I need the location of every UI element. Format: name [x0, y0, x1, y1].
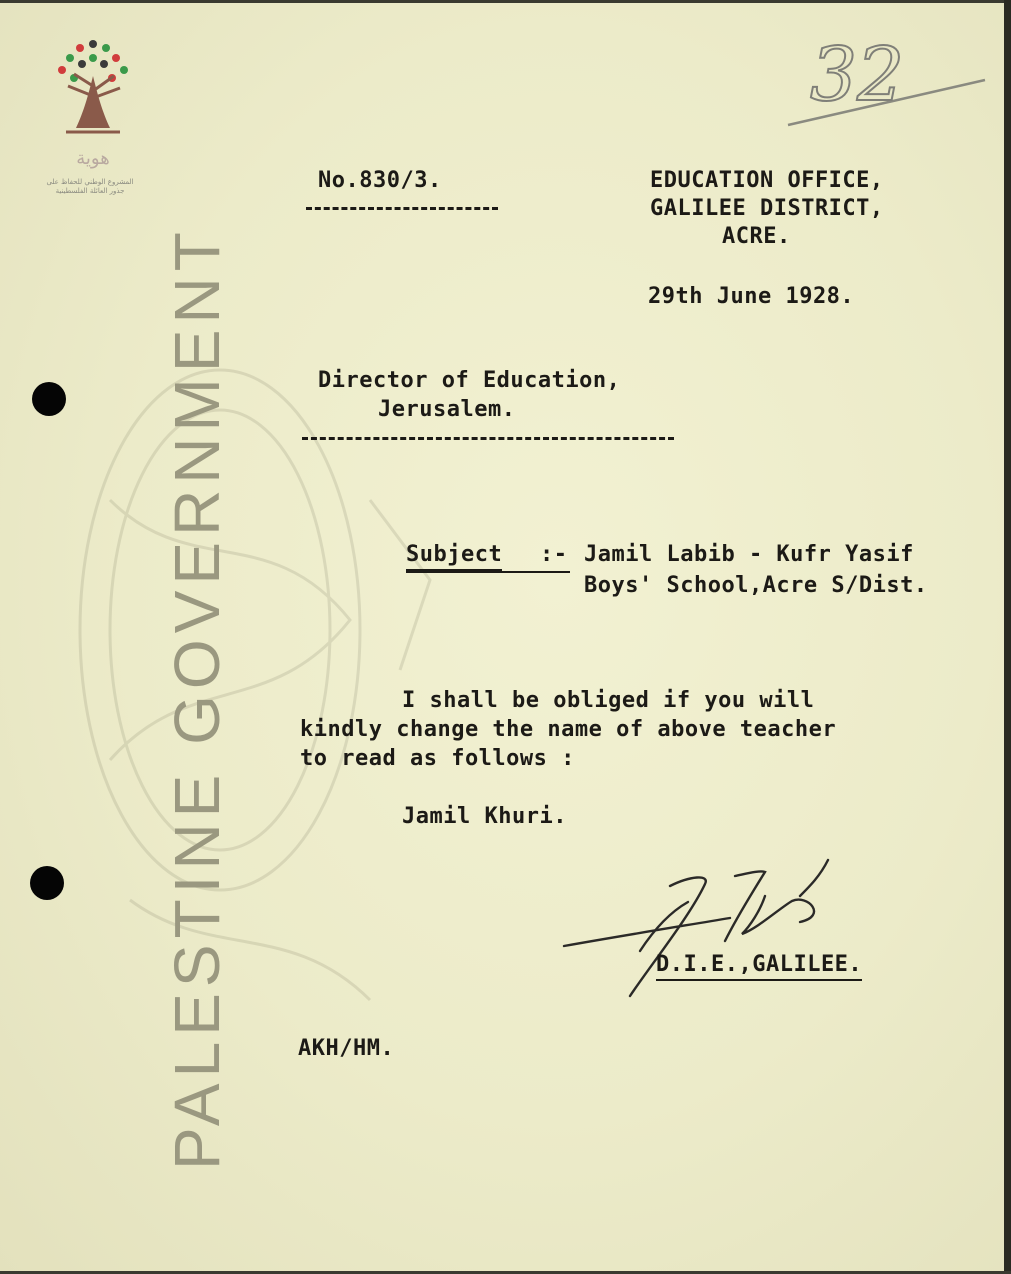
subject-separator: :-: [540, 542, 568, 567]
letter-date: 29th June 1928.: [648, 284, 855, 309]
typist-initials: AKH/HM.: [298, 1036, 395, 1061]
scan-edge-right: [1004, 0, 1011, 1274]
teacher-new-name: Jamil Khuri.: [402, 804, 567, 829]
logo-caption: المشروع الوطني للحفاظ على جذور العائلة الفلسطينية: [46, 178, 134, 195]
subject-line-1: Jamil Labib - Kufr Yasif: [584, 542, 914, 567]
recipient-city: Jerusalem.: [378, 397, 516, 422]
scan-edge-top: [0, 0, 1011, 3]
punch-hole-top: [32, 382, 66, 416]
sender-city: ACRE.: [722, 224, 791, 249]
handwritten-signature: [560, 856, 840, 1006]
body-line-1: I shall be obliged if you will: [402, 688, 815, 713]
subject-underline: [406, 571, 570, 573]
recipient-title: Director of Education,: [318, 368, 621, 393]
subject-line-2: Boys' School,Acre S/Dist.: [584, 573, 928, 598]
recipient-underline: [302, 437, 674, 440]
sender-district: GALILEE DISTRICT,: [650, 196, 884, 221]
handwritten-page-number: [780, 30, 990, 140]
subject-label-text: Subject: [406, 542, 502, 571]
punch-hole-bottom: [30, 866, 64, 900]
signatory-title: [656, 952, 862, 977]
sender-office: EDUCATION OFFICE,: [650, 168, 884, 193]
watermark-text: PALESTINE GOVERNMENT: [161, 226, 233, 1170]
subject-label: [406, 542, 502, 567]
reference-underline: [306, 207, 498, 210]
logo-brand: هوية: [76, 148, 110, 169]
tree-logo-icon: [48, 36, 138, 196]
signatory-title-text: D.I.E.,GALILEE.: [656, 952, 862, 981]
body-line-3: to read as follows :: [300, 746, 575, 771]
page-number-text: 32: [810, 32, 905, 118]
body-line-2: kindly change the name of above teacher: [300, 717, 837, 742]
reference-number: No.830/3.: [318, 168, 442, 193]
